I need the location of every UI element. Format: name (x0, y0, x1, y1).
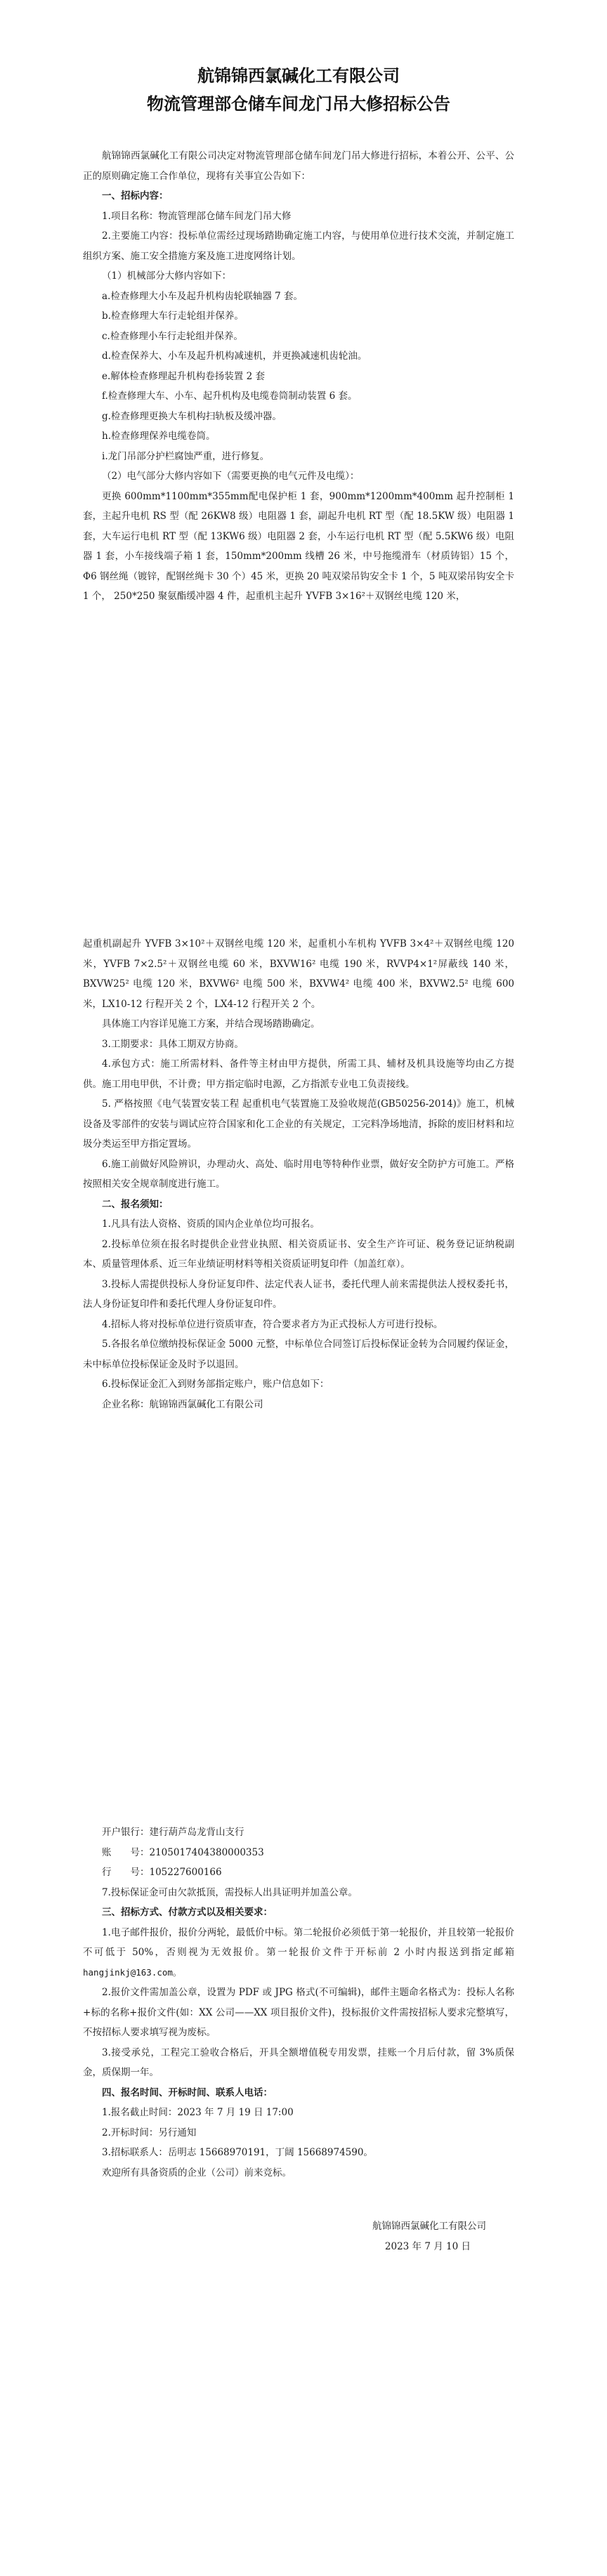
signature-date: 2023 年 7 月 10 日 (384, 2240, 471, 2252)
account-number: 2105017404380000353 (149, 1846, 264, 1858)
mechanical-item-b: b.检查修理大车行走轮组并保养。 (102, 310, 244, 322)
deposit-offset-note: 7.投标保证金可由欠款抵顶，需投标人出具证明并加盖公章。 (102, 1886, 358, 1898)
section-heading-4: 四、报名时间、开标时间、联系人电话： (102, 2087, 273, 2098)
registration-rule-6: 6.投标保证金汇入到财务部指定账户，账户信息如下： (102, 1379, 329, 1390)
registration-rule-5: 5.各报名单位缴纳投标保证金 5000 元整，中标单位合同签订后投标保证金转为合同履约保证金，未中标单位投标保证金及时予以退回。 (83, 1339, 514, 1370)
account-label: 账 号： (102, 1846, 150, 1858)
registration-rule-2: 2.投标单位须在报名时提供企业营业执照、相关资质证书、安全生产许可证、税务登记证纳税副本、质量管理体系、近三年业绩证明材料等相关资质证明复印件（加盖红章）。 (83, 1238, 514, 1270)
bidding-rule-1 (83, 1923, 514, 1983)
page-1-content (83, 0, 514, 607)
bidding-rule-2: 2.报价文件需加盖公章，设置为 PDF 或 JPG 格式(不可编辑)，邮件主题命名格式为：投标人名称+标的名称+报价文件(如：XX 公司——XX 项目报价文件)，投标报价文件需按招标人要求完整填写，不按招标人要求填写视为废标。 (83, 1987, 514, 2038)
section-heading-3: 三、招标方式、付款方式以及相关要求： (102, 1907, 273, 1918)
section-heading-1: 一、招标内容： (102, 190, 169, 202)
schedule-requirement: 3.工期要求：具体工期双方协商。 (102, 1038, 244, 1050)
construction-content: 2.主要施工内容：投标单位需经过现场踏勘确定施工内容，与使用单位进行技术交流，并制定施工组织方案、施工安全措施方案及施工进度网络计划。 (83, 230, 514, 262)
company-title: 航锦锦西氯碱化工有限公司 (197, 66, 400, 86)
bid-email-address[interactable]: hangjinkj@163.com。 (83, 1966, 182, 1978)
payment-terms: 3.接受承兑，工程完工验收合格后，开具全额增值税专用发票，挂账一个月后付款，留 3%质保金，质保期一年。 (83, 2046, 514, 2078)
opening-time: 2.开标时间：另行通知 (102, 2127, 197, 2138)
contact-persons: 3.招标联系人：岳明志 15668970191，丁阔 15668974590。 (102, 2147, 373, 2158)
electrical-items: 更换 600mm*1100mm*355mm配电保护柜 1 套，900mm*1200mm*400mm 起升控制柜 1 套，主起升电机 RS 型（配 26KW8 级）电阻器 1 套，副起升电机 RT 型（配 18.5KW 级）电阻器 1 套，大车运行电机 RT 型（配 13KW6 级）电阻器 2 套，小车运行电机 RT 型（配 5.5KW6 级）电阻器 1 套，小车接线端子箱 1 套，150mm*200mm 线槽 26 米，中号拖缆滑车（材质铸铝）15 个，Φ6 钢丝绳（镀锌，配钢丝绳卡 30 个）45 米，更换 20 吨双梁吊钩安全卡 1 个，5 吨双梁吊钩安全卡 1 个， 250*250 聚氨酯缓冲器 4 件，起重机主起升 YVFB 3×16²＋双钢丝电缆 120 米， (83, 490, 514, 602)
account-company-name: 企业名称：航锦锦西氯碱化工有限公司 (102, 1398, 263, 1410)
row-number-label: 行 号： (102, 1867, 150, 1878)
signature-company: 航锦锦西氯碱化工有限公司 (372, 2221, 486, 2232)
mechanical-item-c: c.检查修理小车行走轮组并保养。 (102, 330, 243, 342)
welcome-note: 欢迎所有具备资质的企业（公司）前来竞标。 (102, 2167, 292, 2179)
scope-note: 具体施工内容详见施工方案，并结合现场踏勘确定。 (102, 1018, 320, 1030)
mechanical-item-f: f.检查修理大车、小车、起升机构及电缆卷筒制动装置 6 套。 (102, 390, 358, 402)
bank-name: 开户银行：建行葫芦岛龙背山支行 (102, 1827, 244, 1838)
electrical-items-continued: 起重机副起升 YVFB 3×10²＋双钢丝电缆 120 米，起重机小车机构 YVFB 3×4²＋双钢丝电缆 120 米，YVFB 7×2.5²＋双钢丝电缆 60 米，BXVW16² 电缆 190 米，RVVP4×1²屏蔽线 140 米，BXVW25² 电缆 120 米，BXVW6² 电缆 500 米，BXVW4² 电缆 400 米，BXVW2.5² 电缆 600 米，LX10-12 行程开关 2 个，LX4-12 行程开关 2 个。 (83, 938, 514, 1010)
document-page-2 (0, 906, 607, 1728)
row-number-value: 105227600166 (149, 1867, 222, 1878)
page-2-content (83, 934, 514, 1414)
intro-paragraph: 航锦锦西氯碱化工有限公司决定对物流管理部仓储车间龙门吊大修进行招标，本着公开、公平、公正的原则确定施工合作单位，现将有关事宜公告如下： (83, 150, 514, 182)
document-page-3 (0, 1787, 607, 2576)
document-page-1 (0, 0, 607, 829)
project-name: 1.项目名称：物流管理部仓储车间龙门吊大修 (102, 210, 292, 222)
bank-account (83, 1843, 514, 1863)
mechanical-item-g: g.检查修理更换大车机构扫轨板及缓冲器。 (102, 410, 282, 422)
mechanical-item-i: i.龙门吊部分护栏腐蚀严重，进行修复。 (102, 450, 270, 462)
safety-requirement: 6.施工前做好风险辨识，办理动火、高处、临时用电等特种作业票，做好安全防护方可施工。严格按照相关安全规章制度进行施工。 (83, 1158, 514, 1190)
electrical-heading: （2）电气部分大修内容如下（需要更换的电气元件及电缆）： (102, 471, 360, 482)
contract-method: 4.承包方式：施工所需材料、备件等主材由甲方提供，所需工具、辅材及机具设施等均由乙方提供。施工用电甲供，不计费；甲方指定临时电源，乙方指派专业电工负责接线。 (83, 1058, 514, 1090)
mechanical-item-a: a.检查修理大小车及起升机构齿轮联轴器 7 套。 (102, 290, 304, 302)
registration-deadline: 1.报名截止时间：2023 年 7 月 19 日 17:00 (102, 2107, 294, 2118)
mechanical-item-d: d.检查保养大、小车及起升机构减速机，并更换减速机齿轮油。 (102, 350, 367, 362)
bidding-rule-1-text: 1.电子邮件报价，报价分两轮，最低价中标。第二轮报价必须低于第一轮报价，并且较第一轮报价不可低于 50%，否则视为无效报价。第一轮报价文件于开标前 2 小时内报送到指定邮箱 (83, 1926, 514, 1958)
bank-row-number (83, 1862, 514, 1883)
registration-rule-4: 4.招标人将对投标单位进行资质审查，符合要求者方为正式投标人方可进行投标。 (102, 1318, 443, 1330)
mechanical-heading: （1）机械部分大修内容如下： (102, 270, 232, 282)
mechanical-item-h: h.检查修理保养电缆卷筒。 (102, 431, 216, 442)
registration-rule-3: 3.投标人需提供投标人身份证复印件、法定代表人证书，委托代理人前来需提供法人授权委托书，法人身份证复印件和委托代理人身份证复印件。 (83, 1278, 514, 1310)
notice-title: 物流管理部仓储车间龙门吊大修招标公告 (147, 94, 450, 114)
section-heading-2: 二、报名须知： (102, 1198, 169, 1210)
mechanical-item-e: e.解体检查修理起升机构卷扬装置 2 套 (102, 370, 265, 382)
standards-requirement: 5. 严格按照《电气装置安装工程 起重机电气装置施工及验收规范(GB50256-2014)》施工，机械设备及零部件的安装与调试应符合国家和化工企业的有关规定，工完料净场地清，拆除的废旧材料和垃圾分类运至甲方指定置场。 (83, 1098, 514, 1150)
page-3-content (83, 1822, 514, 2256)
registration-rule-1: 1.凡具有法人资格、资质的国内企业单位均可报名。 (102, 1218, 320, 1230)
